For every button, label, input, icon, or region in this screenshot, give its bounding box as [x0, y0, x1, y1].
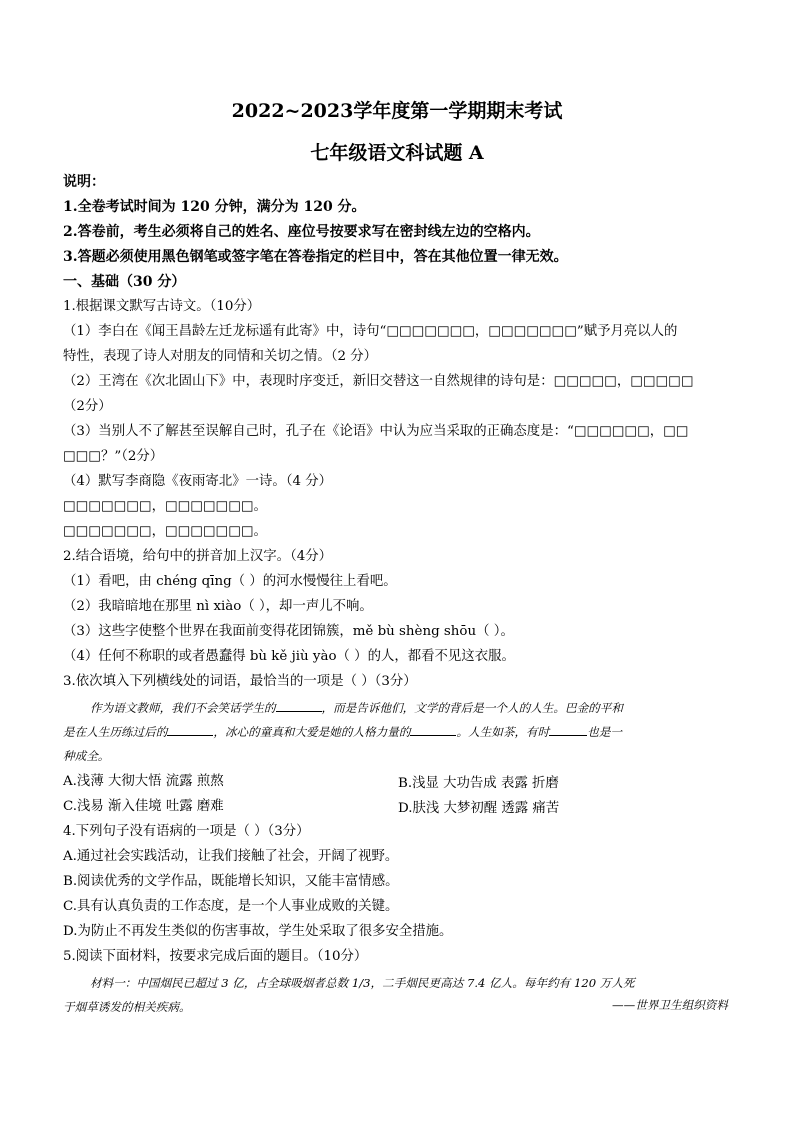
material-line: 于烟草诱发的相关疾病。: [63, 1000, 191, 1014]
question-line: □□□？”（2分）: [63, 449, 164, 464]
question-stem: 1.根据课文默写古诗文。（10分）: [63, 299, 261, 314]
question-line: （1）看吧，由 chéng qīng（ ）的河水慢慢往上看吧。: [63, 574, 397, 589]
question-stem: 2.结合语境，给句中的拼音加上汉字。（4分）: [63, 549, 333, 564]
question-line: （4）默写李商隐《夜雨寄北》一诗。（4 分）: [63, 474, 333, 489]
question-line: 特性，表现了诗人对朋友的同情和关切之情。（2 分）: [63, 349, 378, 364]
option-b: B.阅读优秀的文学作品，既能增长知识，又能丰富情感。: [63, 874, 399, 889]
question-stem: 5.阅读下面材料，按要求完成后面的题目。（10分）: [63, 949, 368, 964]
option-c: C.浅易 渐入佳境 吐露 磨难: [63, 799, 224, 814]
instruction-item: 2.答卷前，考生必须将自己的姓名、座位号按要求写在密封线左边的空格内。: [63, 224, 540, 240]
option-c: C.具有认真负责的工作态度，是一个人事业成败的关键。: [63, 899, 399, 914]
option-a: A.通过社会实践活动，让我们接触了社会，开阔了视野。: [63, 849, 399, 864]
question-stem: 4.下列句子没有语病的一项是（ ）（3分）: [63, 824, 310, 839]
passage-text: 也是一: [587, 725, 623, 739]
answer-blank[interactable]: [167, 723, 213, 736]
question-line: （4）任何不称职的或者愚蠢得 bù kě jiù yào（ ）的人，都看不见这衣服。: [63, 649, 515, 664]
passage-line: [63, 722, 622, 742]
material-source: ——世界卫生组织资料: [612, 998, 728, 1012]
question-line: （1）李白在《闻王昌龄左迁龙标遥有此寄》中，诗句“□□□□□□□，□□□□□□□”赋予月亮以人的: [63, 324, 678, 339]
question-line: （2）王湾在《次北固山下》中，表现时序变迁，新旧交替这一自然规律的诗句是：□□□□□，□□□□□: [63, 374, 694, 389]
section-heading: 一、基础（30 分）: [63, 274, 186, 290]
passage-text: ，冰心的童真和大爱是她的人格力量的: [213, 725, 411, 739]
passage-text: ，而是告诉他们，文学的背后是一个人的人生。巴金的平和: [321, 701, 623, 715]
instruction-item: 3.答题必须使用黑色钢笔或签字笔在答卷指定的栏目中，答在其他位置一律无效。: [63, 249, 568, 265]
question-line: □□□□□□□，□□□□□□□。: [63, 499, 267, 514]
option-b: B.浅显 大功告成 表露 折磨: [398, 776, 559, 791]
material-line: 材料一：中国烟民已超过 3 亿，占全球吸烟者总数 1/3，二手烟民更高达 7.4 亿人。每年约有 120 万人死: [90, 976, 635, 990]
answer-blank[interactable]: [549, 723, 587, 736]
option-d: D.为防止不再发生类似的伤害事故，学生处采取了很多安全措施。: [63, 924, 453, 939]
question-stem: 3.依次填入下列横线处的词语，最恰当的一项是（ ）（3分）: [63, 674, 417, 689]
instructions-heading: 说明：: [63, 174, 105, 190]
option-d: D.肤浅 大梦初醒 透露 痛苦: [398, 801, 560, 816]
question-line: （2）我暗暗地在那里 nì xiào（ ），却一声儿不响。: [63, 599, 373, 614]
question-line: □□□□□□□，□□□□□□□。: [63, 524, 267, 539]
answer-blank[interactable]: [276, 699, 322, 712]
exam-title: 2022~2023学年度第一学期期末考试: [231, 100, 563, 122]
passage-line: [90, 698, 623, 718]
question-line: （3）当别人不了解甚至误解自己时，孔子在《论语》中认为应当采取的正确态度是：“□□□□□□，□□: [63, 424, 689, 439]
passage-text: 作为语文教师，我们不会笑话学生的: [90, 701, 276, 715]
passage-text: 。人生如茶，有时: [456, 725, 550, 739]
passage-text: 是在人生历练过后的: [63, 725, 168, 739]
exam-subtitle: 七年级语文科试题 A: [310, 142, 484, 164]
option-a: A.浅薄 大彻大悟 流露 煎熬: [63, 774, 224, 789]
question-line: （2分）: [63, 399, 112, 414]
instruction-item: 1.全卷考试时间为 120 分钟，满分为 120 分。: [63, 199, 366, 215]
passage-line: 种成全。: [63, 749, 110, 763]
question-line: （3）这些字使整个世界在我面前变得花团锦簇，mě bù shèng shōu（ ）。: [63, 624, 514, 639]
answer-blank[interactable]: [410, 723, 456, 736]
